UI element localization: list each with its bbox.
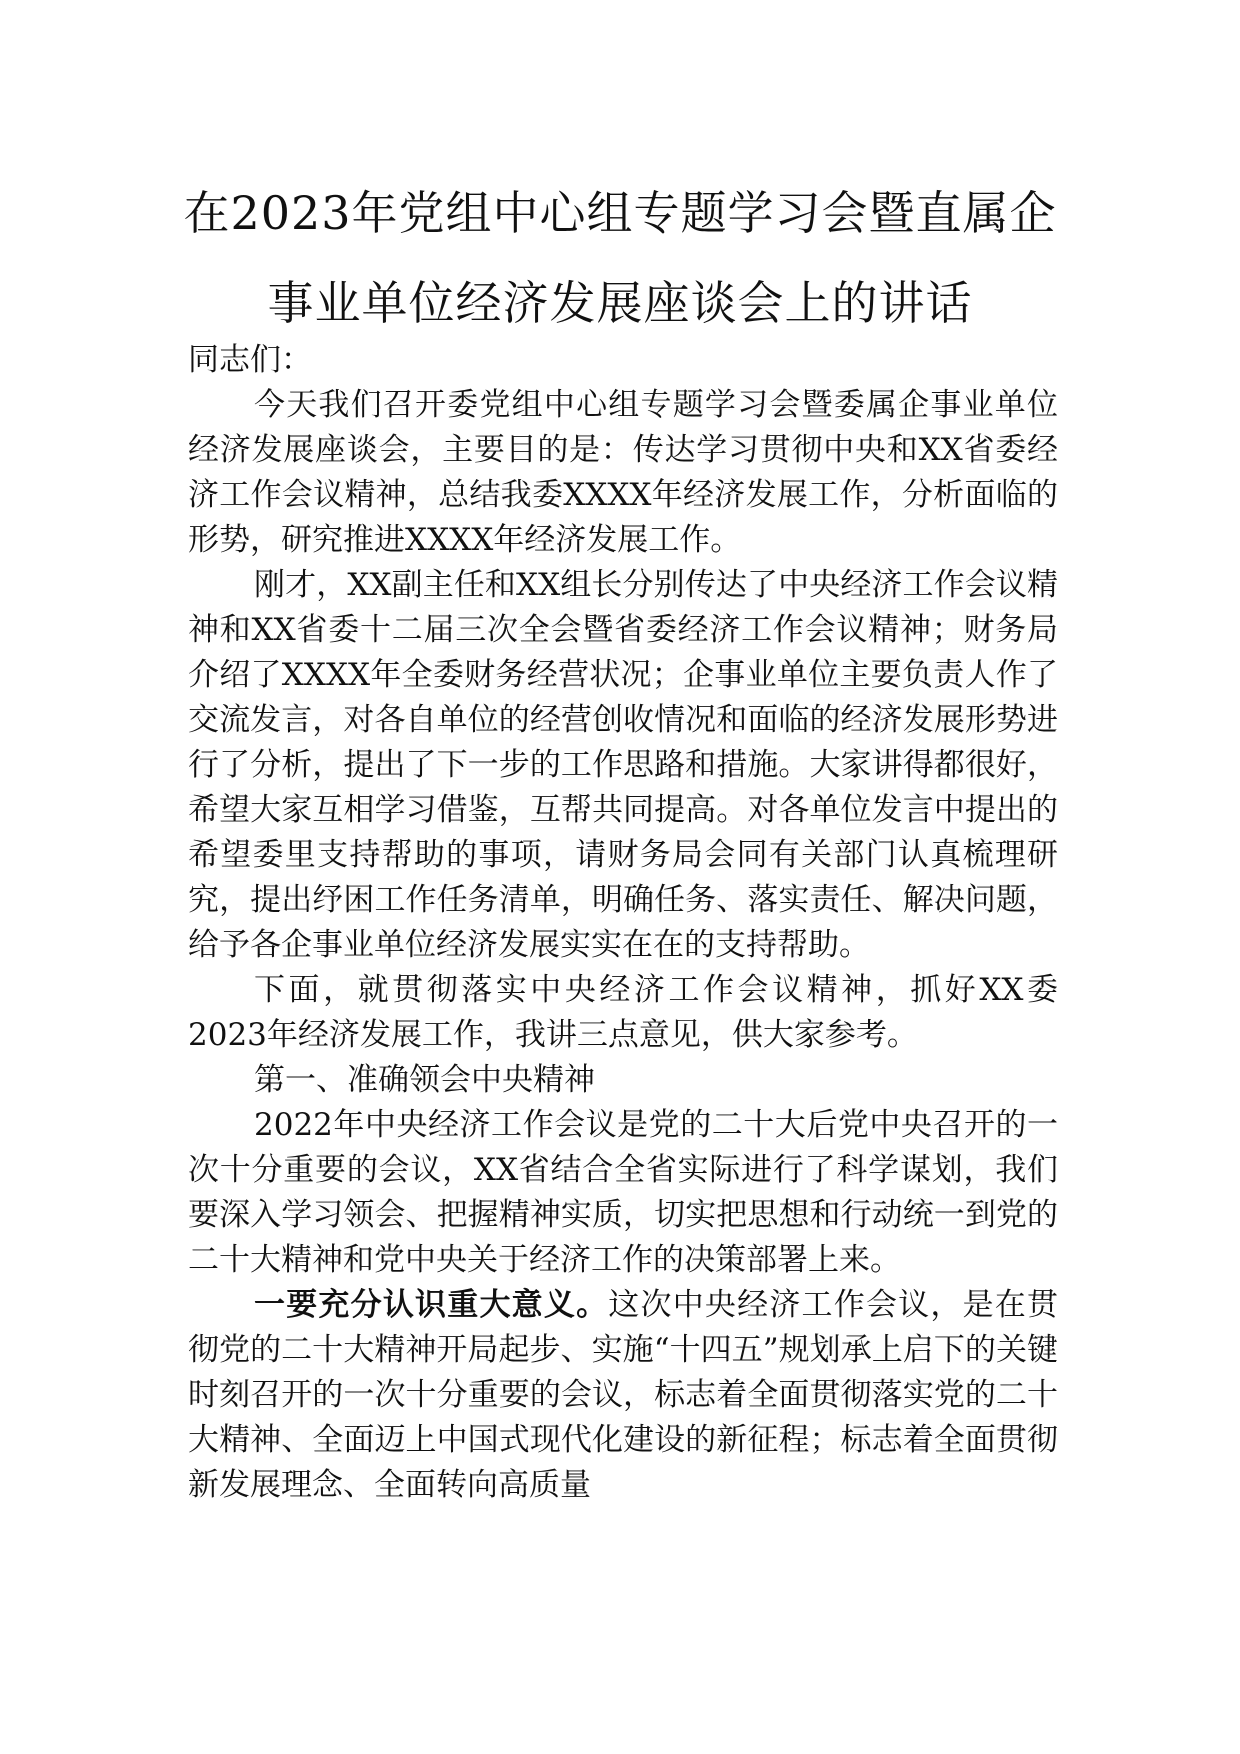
- paragraph: [188, 1283, 1058, 1508]
- paragraph: 刚才，XX副主任和XX组长分别传达了中央经济工作会议精神和XX省委十二届三次全会暨省委经济工作会议精神；财务局介绍了XXXX年全委财务经营状况；企事业单位主要负责人作了交流发言，对各自单位的经营创收情况和面临的经济发展形势进行了分析，提出了下一步的工作思路和措施。大家讲得都很好，希望大家互相学习借鉴，互帮共同提高。对各单位发言中提出的希望委里支持帮助的事项，请财务局会同有关部门认真梳理研究，提出纾困工作任务清单，明确任务、落实责任、解决问题，给予各企事业单位经济发展实实在在的支持帮助。: [188, 567, 1058, 963]
- paragraph: 今天我们召开委党组中心组专题学习会暨委属企事业单位经济发展座谈会，主要目的是：传达学习贯彻中央和XX省委经济工作会议精神，总结我委XXXX年经济发展工作，分析面临的形势，研究推进XXXX年经济发展工作。: [188, 387, 1058, 558]
- paragraph: 2022年中央经济工作会议是党的二十大后党中央召开的一次十分重要的会议，XX省结合全省实际进行了科学谋划，我们要深入学习领会、把握精神实质，切实把思想和行动统一到党的二十大精神和党中央关于经济工作的决策部署上来。: [188, 1107, 1058, 1278]
- paragraph: 下面，就贯彻落实中央经济工作会议精神，抓好XX委2023年经济发展工作，我讲三点意见，供大家参考。: [188, 972, 1058, 1053]
- document-body: [188, 338, 1058, 1508]
- section-heading: 第一、准确领会中央精神: [254, 1062, 595, 1098]
- salutation: 同志们：: [188, 342, 312, 378]
- title-line-2: 事业单位经济发展座谈会上的讲话: [267, 276, 973, 330]
- point-text: 这次中央经济工作会议，是在贯彻党的二十大精神开局起步、实施“十四五”规划承上启下的关键时刻召开的一次十分重要的会议，标志着全面贯彻落实党的二十大精神、全面迈上中国式现代化建设的新征程；标志着全面贯彻新发展理念、全面转向高质量: [188, 1287, 1059, 1503]
- point-lead: 一要充分认识重大意义。: [254, 1287, 609, 1323]
- title-line-1: 在2023年党组中心组专题学习会暨直属企: [183, 186, 1057, 240]
- document-title: [150, 168, 1090, 348]
